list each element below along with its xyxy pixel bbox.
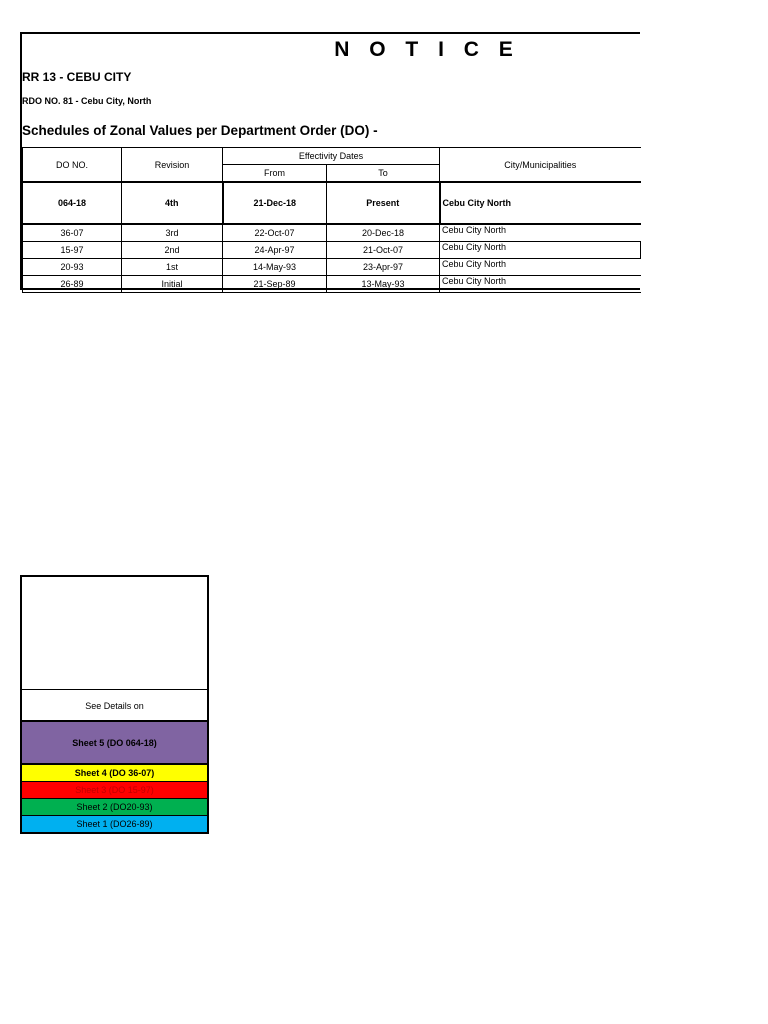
cell-to: 23-Apr-97 bbox=[327, 259, 440, 276]
cell-city: Cebu City North bbox=[440, 259, 641, 276]
cell-city: Cebu City North bbox=[440, 182, 641, 224]
see-details-label: See Details on bbox=[22, 689, 207, 722]
table-row bbox=[23, 276, 641, 293]
table-row bbox=[23, 182, 641, 224]
cell-to: 13-May-93 bbox=[327, 276, 440, 293]
table-row bbox=[23, 224, 641, 242]
col-header-city: City/Municipalities bbox=[440, 148, 641, 183]
table-row bbox=[23, 242, 641, 259]
sheet-1-link[interactable]: Sheet 1 (DO26-89) bbox=[22, 816, 207, 832]
cell-revision: 3rd bbox=[122, 224, 223, 242]
col-header-do: DO NO. bbox=[23, 148, 122, 183]
notice-section bbox=[20, 32, 640, 290]
col-header-to: To bbox=[327, 165, 440, 183]
cell-city: Cebu City North bbox=[440, 276, 641, 293]
cell-do: 36-07 bbox=[23, 224, 122, 242]
col-header-effectivity: Effectivity Dates bbox=[223, 148, 440, 165]
cell-revision: 2nd bbox=[122, 242, 223, 259]
schedule-title: Schedules of Zonal Values per Department Order (DO) - bbox=[22, 123, 378, 138]
sheet-4-link[interactable]: Sheet 4 (DO 36-07) bbox=[22, 765, 207, 782]
cell-do: 064-18 bbox=[23, 182, 122, 224]
cell-from: 22-Oct-07 bbox=[223, 224, 327, 242]
cell-revision: 1st bbox=[122, 259, 223, 276]
col-header-revision: Revision bbox=[122, 148, 223, 183]
cell-from: 14-May-93 bbox=[223, 259, 327, 276]
cell-revision: 4th bbox=[122, 182, 223, 224]
cell-from: 24-Apr-97 bbox=[223, 242, 327, 259]
sheet-3-link[interactable]: Sheet 3 (DO 15-97) bbox=[22, 782, 207, 799]
cell-city: Cebu City North bbox=[440, 242, 641, 259]
region-label: RR 13 - CEBU CITY bbox=[22, 70, 132, 84]
cell-from: 21-Dec-18 bbox=[223, 182, 327, 224]
sheet-legend bbox=[20, 575, 209, 834]
department-order-table bbox=[22, 147, 641, 293]
cell-to: 20-Dec-18 bbox=[327, 224, 440, 242]
page-title: N O T I C E bbox=[334, 38, 520, 61]
table-row bbox=[23, 259, 641, 276]
cell-do: 20-93 bbox=[23, 259, 122, 276]
cell-to: 21-Oct-07 bbox=[327, 242, 440, 259]
sheet-2-link[interactable]: Sheet 2 (DO20-93) bbox=[22, 799, 207, 816]
sheet-5-link[interactable]: Sheet 5 (DO 064-18) bbox=[22, 722, 207, 765]
cell-to: Present bbox=[327, 182, 440, 224]
cell-revision: Initial bbox=[122, 276, 223, 293]
cell-do: 26-89 bbox=[23, 276, 122, 293]
col-header-from: From bbox=[223, 165, 327, 183]
cell-from: 21-Sep-89 bbox=[223, 276, 327, 293]
rdo-label: RDO NO. 81 - Cebu City, North bbox=[22, 96, 152, 106]
cell-do: 15-97 bbox=[23, 242, 122, 259]
cell-city: Cebu City North bbox=[440, 224, 641, 242]
